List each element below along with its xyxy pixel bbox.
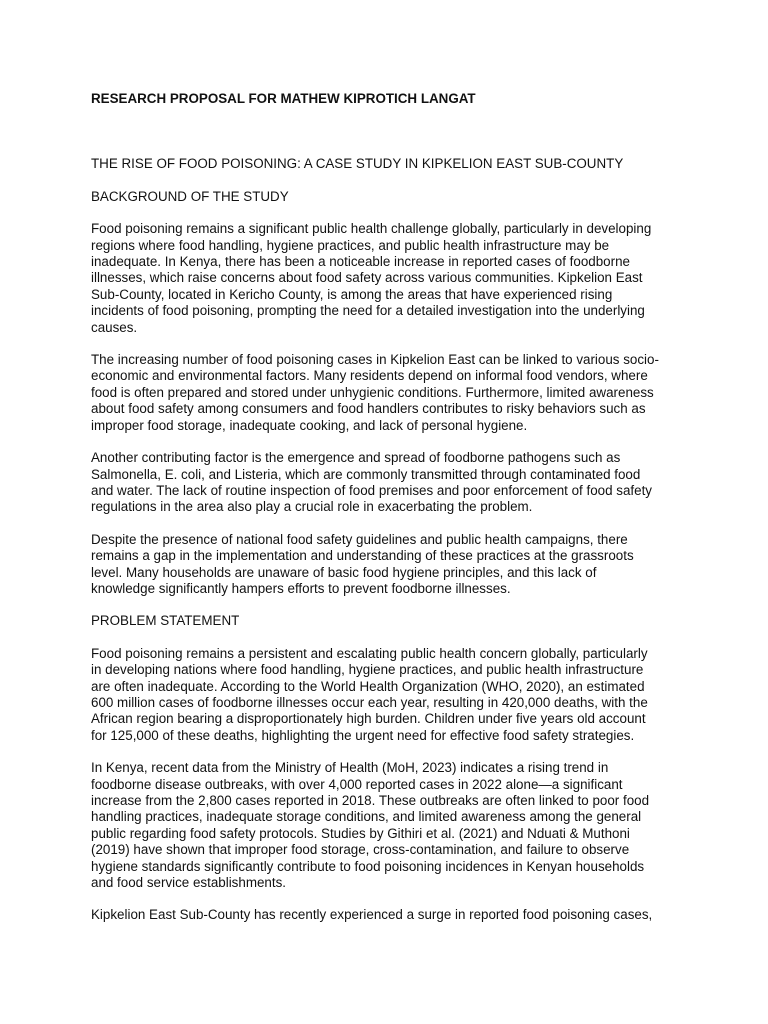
paragraph (91, 221, 683, 336)
paragraph-line: African region bearing a disproportionately high burden. Children under five years old account (91, 711, 646, 727)
section-heading: PROBLEM STATEMENT (91, 613, 240, 629)
paragraph-line: about food safety among consumers and food handlers contributes to risky behaviors such as (91, 401, 646, 417)
document-sections (91, 189, 683, 924)
paragraph-line: food is often prepared and stored under unhygienic conditions. Furthermore, limited awareness (91, 384, 654, 400)
paragraph-line: level. Many households are unaware of basic food hygiene principles, and this lack of (91, 564, 597, 580)
paragraph-line: foodborne disease outbreaks, with over 4,000 reported cases in 2022 alone—a significant (91, 776, 623, 792)
paragraph-line: Sub-County, located in Kericho County, is among the areas that have experienced rising (91, 286, 613, 302)
paragraph-line: increase from the 2,800 cases reported in 2018. These outbreaks are often linked to poor food (91, 793, 650, 808)
paragraph-line: Salmonella, E. coli, and Listeria, which are commonly transmitted through contaminated food (91, 466, 641, 482)
paragraph-line: incidents of food poisoning, prompting the need for a detailed investigation into the underlying (91, 303, 645, 319)
document-subtitle: THE RISE OF FOOD POISONING: A CASE STUDY IN KIPKELION EAST SUB-COUNTY (91, 156, 624, 172)
paragraph-line: (2019) have shown that improper food storage, cross-contamination, and failure to observe (91, 842, 630, 858)
paragraph-line: and water. The lack of routine inspection of food premises and poor enforcement of food safety (91, 482, 653, 498)
paragraph-line: economic and environmental factors. Many residents depend on informal food vendors, where (91, 368, 648, 384)
paragraph (91, 907, 683, 923)
paragraph (91, 352, 683, 434)
paragraph-line: Kipkelion East Sub-County has recently experienced a surge in reported food poisoning cases, (91, 907, 653, 923)
paragraph-line: regulations in the area also play a crucial role in exacerbating the problem. (91, 499, 533, 515)
paragraph (91, 646, 683, 744)
paragraph (91, 532, 683, 598)
section-heading: BACKGROUND OF THE STUDY (91, 188, 289, 204)
paragraph-line: Another contributing factor is the emergence and spread of foodborne pathogens such as (91, 450, 621, 466)
paragraph-line: improper food storage, inadequate cooking, and lack of personal hygiene. (91, 417, 528, 433)
paragraph-line: Food poisoning remains a persistent and escalating public health concern globally, particularly (91, 645, 648, 661)
paragraph-line: in developing nations where food handling, hygiene practices, and public health infrastructure (91, 662, 644, 678)
paragraph-line: knowledge significantly hampers efforts to prevent foodborne illnesses. (91, 580, 511, 596)
paragraph-line: In Kenya, recent data from the Ministry of Health (MoH, 2023) indicates a rising trend in (91, 760, 609, 776)
paragraph-line: inadequate. In Kenya, there has been a noticeable increase in reported cases of foodborne (91, 254, 630, 270)
paragraph-line: Food poisoning remains a significant public health challenge globally, particularly in developing (91, 221, 652, 237)
paragraph-line: regions where food handling, hygiene practices, and public health infrastructure may be (91, 237, 610, 253)
paragraph-line: handling practices, inadequate storage conditions, and limited awareness among the general (91, 809, 642, 825)
document-body (91, 91, 683, 924)
paragraph-line: illnesses, which raise concerns about food safety across various communities. Kipkelion East (91, 270, 643, 286)
paragraph-line: The increasing number of food poisoning cases in Kipkelion East can be linked to various socio- (91, 352, 659, 368)
paragraph-line: causes. (91, 319, 138, 335)
paragraph-line: Despite the presence of national food safety guidelines and public health campaigns, there (91, 531, 628, 547)
paragraph-line: remains a gap in the implementation and understanding of these practices at the grassroots (91, 548, 634, 564)
paragraph-line: public regarding food safety protocols. Studies by Githiri et al. (2021) and Nduati & Muthoni (91, 825, 630, 841)
paragraph-line: and food service establishments. (91, 875, 287, 891)
document-title: RESEARCH PROPOSAL FOR MATHEW KIPROTICH LANGAT (91, 91, 476, 106)
paragraph-line: for 125,000 of these deaths, highlighting the urgent need for effective food safety strategies. (91, 727, 635, 743)
paragraph (91, 760, 683, 891)
paragraph (91, 450, 683, 516)
paragraph-line: are often inadequate. According to the World Health Organization (WHO, 2020), an estimated (91, 678, 645, 694)
paragraph-line: 600 million cases of foodborne illnesses occur each year, resulting in 420,000 deaths, with the (91, 694, 648, 710)
paragraph-line: hygiene standards significantly contribute to food poisoning incidences in Kenyan households (91, 858, 645, 874)
